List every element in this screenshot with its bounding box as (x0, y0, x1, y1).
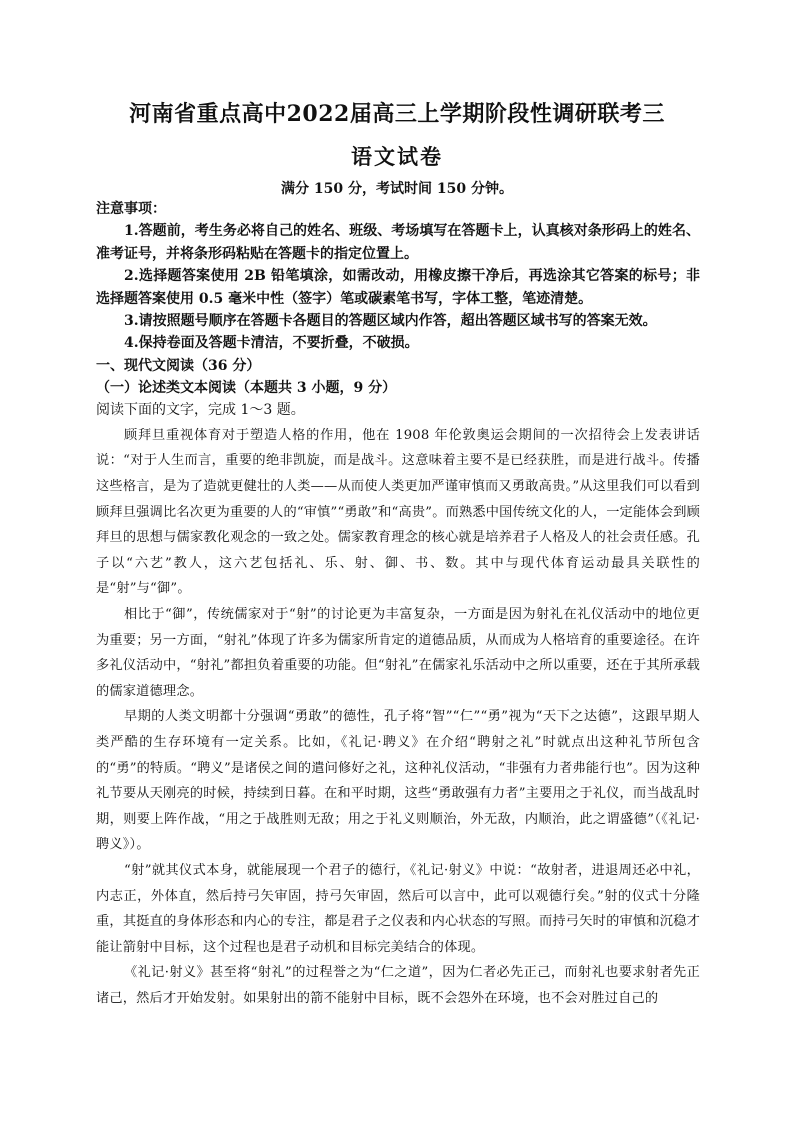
subsection-heading: （一）论述类文本阅读（本题共 3 小题，9 分） (96, 379, 397, 396)
passage-paragraph: 顾拜旦重视体育对于塑造人格的作用，他在 1908 年伦敦奥运会期间的一次招待会上发表讲话说：“对于人生而言，重要的绝非凯旋，而是战斗。这意味着主要不是已经获胜，而是进行战斗。传播这些格言，是为了造就更健壮的人类——从而使人类更加严谨审慎而又勇敢高贵。”从这里我们可以看到顾拜旦强调比名次更为重要的人的“审慎”“勇敢”和“高贵”。而熟悉中国传统文化的人，一定能体会到顾拜旦的思想与儒家教化观念的一致之处。儒家教育理念的核心就是培养君子人格及人的社会责任感。孔子以“六艺”教人，这六艺包括礼、乐、射、御、书、数。其中与现代体育运动最具关联性的是“射”与“御”。 (96, 427, 700, 597)
passage-paragraph: 《礼记·射义》甚至将“射礼”的过程誉之为“仁之道”，因为仁者必先正己，而射礼也要求射者先正诸己，然后才开始发射。如果射出的箭不能射中目标，既不会怨外在环境，也不会对胜过自己的 (96, 965, 700, 1006)
note-item: 3.请按照题号顺序在答题卡各题目的答题区域内作答，超出答题区域书写的答案无效。 (124, 313, 657, 330)
passage-paragraph: 相比于“御”，传统儒家对于“射”的讨论更为丰富复杂，一方面是因为射礼在礼仪活动中的地位更为重要；另一方面，“射礼”体现了许多为儒家所肯定的道德品质，从而成为人格培育的重要途径。在许多礼仪活动中，“射礼”都担负着重要的功能。但“射礼”在儒家礼乐活动中之所以重要，还在于其所承载的儒家道德理念。 (96, 607, 700, 699)
passage-paragraph: 早期的人类文明都十分强调“勇敢”的德性，孔子将“智”“仁”“勇”视为“天下之达德”，这跟早期人类严酷的生存环境有一定关系。比如，《礼记·聘义》在介绍“聘射之礼”时就点出这种礼节所包含的“勇”的特质。“聘义”是诸侯之间的遣问修好之礼，这种礼仪活动，“非强有力者弗能行也”。因为这种礼节要从天刚亮的时候，持续到日暮。在和平时期，这些“勇敢强有力者”主要用之于礼仪，而当战乱时期，则要上阵作战，“用之于战胜则无敌；用之于礼义则顺治，外无敌，内顺治，此之谓盛德”（《礼记·聘义》）。 (96, 709, 700, 853)
exam-title: 河南省重点高中2022届高三上学期阶段性调研联考三 (129, 101, 665, 127)
notes-heading: 注意事项： (96, 201, 166, 217)
reading-instruction: 阅读下面的文字，完成 1～3 题。 (96, 401, 305, 418)
exam-score-time: 满分 150 分，考试时间 150 分钟。 (281, 181, 513, 197)
section-heading: 一、现代文阅读（36 分） (96, 357, 261, 374)
note-item: 4.保持卷面及答题卡清洁，不要折叠，不破损。 (124, 335, 419, 352)
passage-paragraph: “射”就其仪式本身，就能展现一个君子的德行，《礼记·射义》中说：“故射者，进退周还必中礼，内志正，外体直，然后持弓矢审固，持弓矢审固，然后可以言中，此可以观德行矣。”射的仪式十分隆重，其挺直的身体形态和内心的专注，都是君子之仪表和内心状态的写照。而持弓矢时的审慎和沉稳才能让箭射中目标，这个过程也是君子动机和目标完美结合的体现。 (96, 862, 700, 955)
note-item: 2.选择题答案使用 2B 铅笔填涂，如需改动，用橡皮擦干净后，再选涂其它答案的标号；非选择题答案使用 0.5 毫米中性（签字）笔或碳素笔书写，字体工整，笔迹清楚。 (96, 268, 700, 307)
exam-subtitle: 语文试卷 (351, 144, 443, 169)
reading-passage (96, 423, 700, 1012)
note-item: 1.答题前，考生务必将自己的姓名、班级、考场填写在答题卡上，认真核对条形码上的姓名、准考证号，并将条形码粘贴在答题卡的指定位置上。 (96, 223, 700, 262)
notes-section (96, 198, 700, 355)
exam-content (96, 198, 700, 1012)
